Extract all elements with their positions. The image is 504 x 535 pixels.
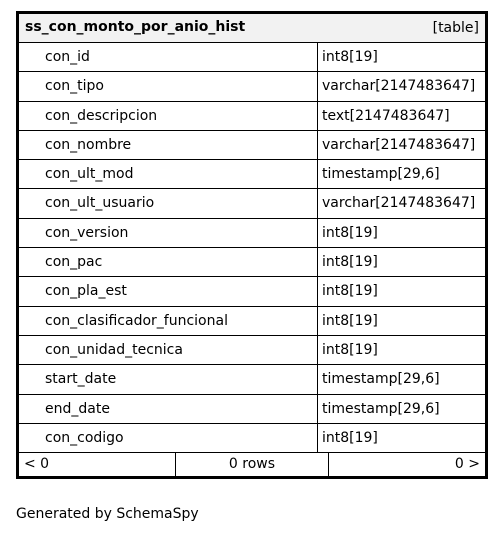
row-count: 0 rows — [176, 453, 328, 476]
column-type: int8[19] — [322, 283, 378, 300]
column-name: con_codigo — [19, 424, 318, 452]
column-type: int8[19] — [322, 254, 378, 271]
table-kind-label: [table] — [432, 20, 479, 36]
column-name: con_descripcion — [19, 102, 318, 130]
column-name: con_nombre — [19, 131, 318, 159]
column-name: con_tipo — [19, 72, 318, 100]
column-type: int8[19] — [322, 224, 378, 241]
column-row — [19, 424, 485, 453]
column-type: timestamp[29,6] — [322, 166, 440, 183]
column-type: timestamp[29,6] — [322, 371, 440, 388]
column-row — [19, 395, 485, 424]
column-name: con_unidad_tecnica — [19, 336, 318, 364]
column-row — [19, 131, 485, 160]
column-name: con_pla_est — [19, 277, 318, 305]
generator-credit: Generated by SchemaSpy — [16, 506, 199, 522]
column-type: int8[19] — [322, 341, 378, 358]
children-count: 0 > — [454, 456, 480, 473]
column-type: int8[19] — [322, 429, 378, 446]
column-name: con_clasificador_funcional — [19, 307, 318, 335]
parents-count: < 0 — [19, 453, 176, 476]
column-row — [19, 219, 485, 248]
column-row — [19, 72, 485, 101]
column-type: int8[19] — [322, 49, 378, 65]
table-footer — [19, 453, 485, 476]
column-row — [19, 248, 485, 277]
column-row — [19, 43, 485, 72]
column-name: con_version — [19, 219, 318, 247]
column-name: con_ult_mod — [19, 160, 318, 188]
column-type: varchar[2147483647] — [322, 136, 476, 153]
column-type: int8[19] — [322, 312, 378, 329]
column-list — [19, 43, 485, 453]
column-type: timestamp[29,6] — [322, 400, 440, 417]
column-name: con_id — [19, 43, 318, 71]
column-row — [19, 336, 485, 365]
column-name: start_date — [19, 365, 318, 393]
column-row — [19, 365, 485, 394]
column-row — [19, 277, 485, 306]
column-type: varchar[2147483647] — [322, 195, 476, 212]
column-type: text[2147483647] — [322, 107, 450, 124]
column-row — [19, 160, 485, 189]
column-row — [19, 189, 485, 218]
column-row — [19, 307, 485, 336]
column-name: con_ult_usuario — [19, 189, 318, 217]
table-name: ss_con_monto_por_anio_hist — [25, 19, 246, 35]
table-node — [16, 11, 488, 479]
column-row — [19, 102, 485, 131]
column-name: end_date — [19, 395, 318, 423]
column-type: varchar[2147483647] — [322, 78, 476, 95]
column-name: con_pac — [19, 248, 318, 276]
table-header — [19, 14, 485, 43]
